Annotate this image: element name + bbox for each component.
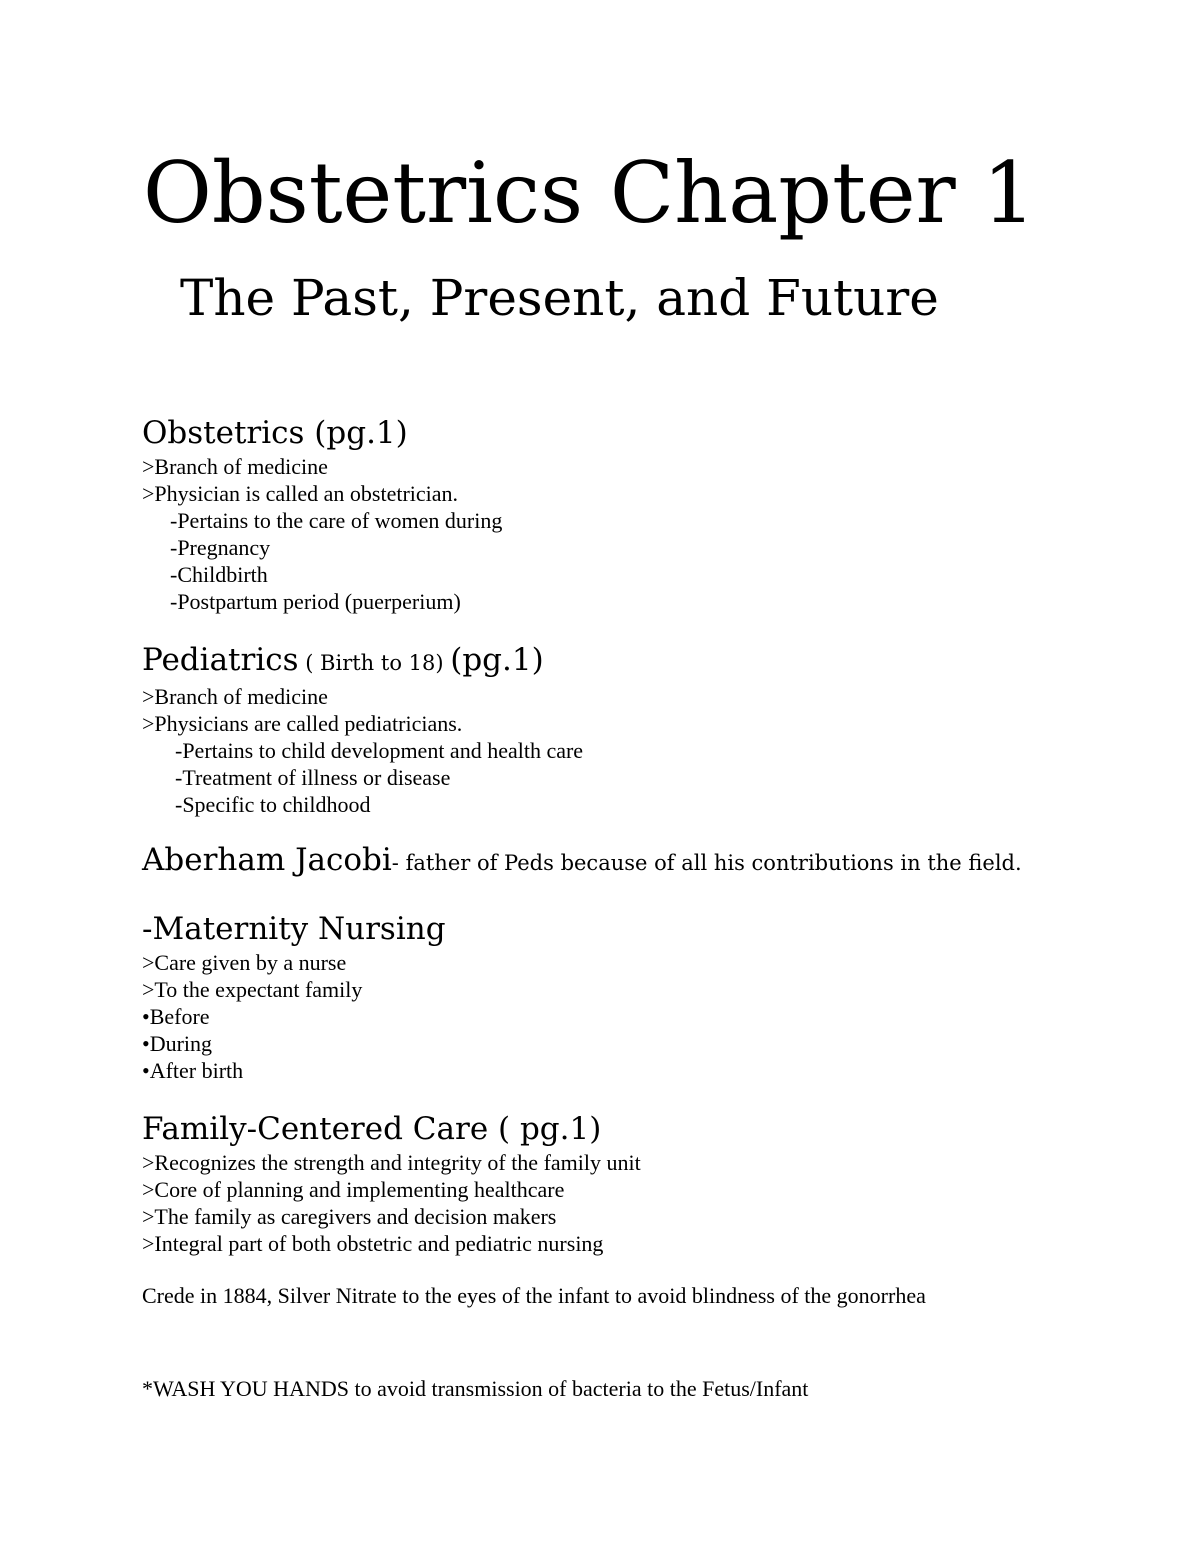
list-item: >Branch of medicine xyxy=(142,684,328,709)
crede-paragraph: Crede in 1884, Silver Nitrate to the eyes of the infant to avoid blindness of the gonorrhea xyxy=(142,1283,926,1308)
section-jacobi xyxy=(142,840,1142,883)
list-item: >Physicians are called pediatricians. xyxy=(142,711,463,736)
list-item: >Physician is called an obstetrician. xyxy=(142,481,459,506)
list-item: >Branch of medicine xyxy=(142,454,328,479)
list-item: •Before xyxy=(142,1004,210,1029)
list-item: -Pertains to child development and health care xyxy=(175,738,584,763)
page-subtitle: The Past, Present, and Future xyxy=(180,269,939,327)
pediatrics-heading-page: (pg.1) xyxy=(450,642,544,678)
page-title: Obstetrics Chapter 1 xyxy=(143,144,1036,242)
section-heading-maternity: -Maternity Nursing xyxy=(142,911,446,947)
list-item: >The family as caregivers and decision makers xyxy=(142,1204,557,1229)
wash-hands-note: *WASH YOU HANDS to avoid transmission of bacteria to the Fetus/Infant xyxy=(142,1376,809,1401)
section-pediatrics xyxy=(142,640,1142,818)
list-item: -Pregnancy xyxy=(170,535,271,560)
section-maternity xyxy=(142,909,1142,1084)
section-obstetrics xyxy=(142,413,1142,615)
list-item: •During xyxy=(142,1031,213,1056)
list-item: -Childbirth xyxy=(170,562,268,587)
list-item: -Pertains to the care of women during xyxy=(170,508,503,533)
pediatrics-heading-main: Pediatrics xyxy=(142,642,299,678)
pediatrics-heading-age: ( Birth to 18) xyxy=(298,651,451,675)
list-item: >Integral part of both obstetric and pediatric nursing xyxy=(142,1231,604,1256)
section-heading-family: Family-Centered Care ( pg.1) xyxy=(142,1111,602,1147)
list-item: -Specific to childhood xyxy=(175,792,371,817)
list-item: -Postpartum period (puerperium) xyxy=(170,589,461,614)
jacobi-line xyxy=(142,840,1142,883)
list-item: •After birth xyxy=(142,1058,244,1083)
jacobi-name: Aberham Jacobi xyxy=(142,842,392,878)
jacobi-note: - father of Peds because of all his contributions in the field. xyxy=(391,851,1022,875)
list-item: >Core of planning and implementing healthcare xyxy=(142,1177,565,1202)
section-heading-pediatrics xyxy=(142,640,1142,683)
section-heading-obstetrics: Obstetrics (pg.1) xyxy=(142,415,408,451)
list-item: >To the expectant family xyxy=(142,977,363,1002)
section-family-centered-care xyxy=(142,1109,1142,1257)
list-item: >Care given by a nurse xyxy=(142,950,347,975)
list-item: >Recognizes the strength and integrity of the family unit xyxy=(142,1150,641,1175)
list-item: -Treatment of illness or disease xyxy=(175,765,451,790)
